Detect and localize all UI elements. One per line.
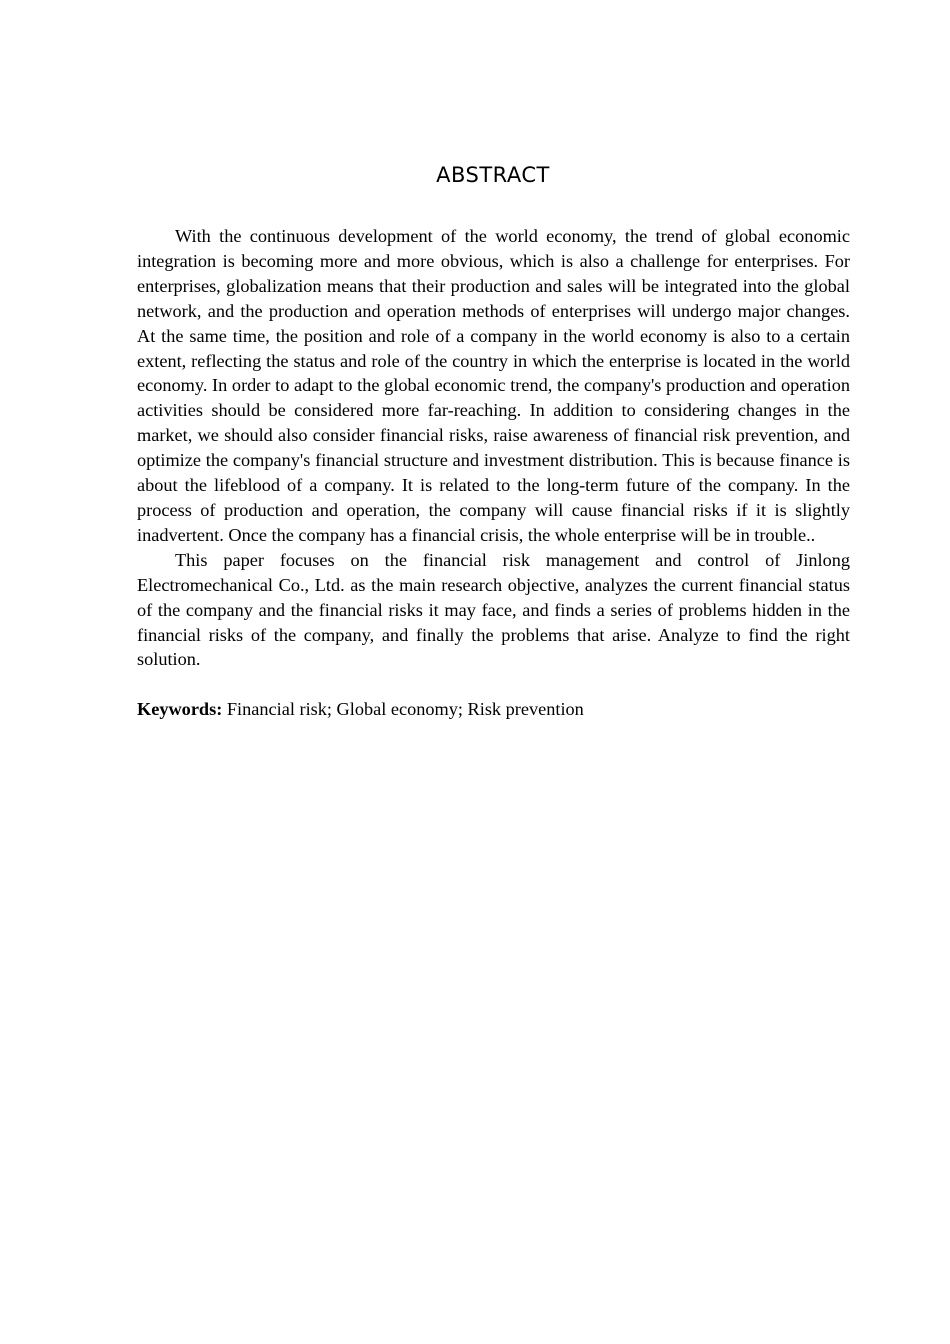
keywords-text: Financial risk; Global economy; Risk prevention [226, 699, 584, 720]
keywords-line [137, 697, 850, 722]
abstract-paragraph-1: With the continuous development of the world economy, the trend of global economic integration is becoming more and more obvious, which is also a challenge for enterprises. For enterprises, globalization means that their production and sales will be integrated into the global network, and the production and operation methods of enterprises will undergo major changes. At the same time, the position and role of a company in the world economy is also to a certain extent, reflecting the status and role of the country in which the enterprise is located in the world economy. In order to adapt to the global economic trend, the company's production and operation activities should be considered more far-reaching. In addition to considering changes in the market, we should also consider financial risks, raise awareness of financial risk prevention, and optimize the company's financial structure and investment distribution. This is because finance is about the lifeblood of a company. It is related to the long-term future of the company. In the process of production and operation, the company will cause financial risks if it is slightly inadvertent. Once the company has a financial crisis, the whole enterprise will be in trouble.. [137, 226, 850, 545]
abstract-heading: ABSTRACT [436, 163, 550, 187]
abstract-body [137, 224, 850, 722]
keywords-label: Keywords: [137, 699, 223, 720]
abstract-paragraph-2: This paper focuses on the financial risk management and control of Jinlong Electromechanical Co., Ltd. as the main research objective, analyzes the current financial status of the company and the financial risks it may face, and finds a series of problems hidden in the financial risks of the company, and finally the problems that arise. Analyze to find the right solution. [137, 549, 850, 670]
